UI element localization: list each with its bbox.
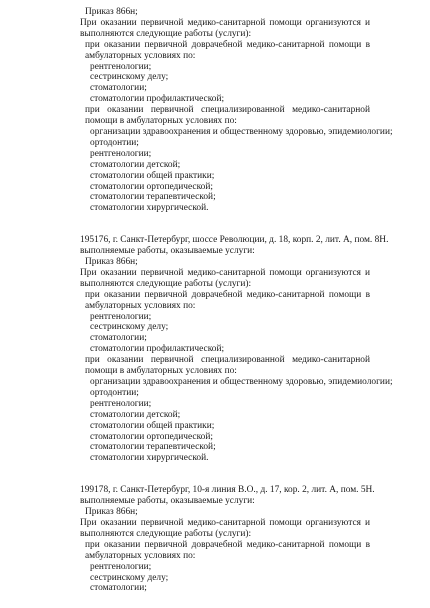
document-line: ортодонтии; [90, 387, 139, 398]
document-line: при оказании первичной специализированной медико-санитарной помощи в амбулаторных условиях по: [85, 355, 370, 377]
block-address: 195176, г. Санкт-Петербург, шоссе Революции, д. 18, корп. 2, лит. А, пом. 8Н. [80, 235, 389, 246]
block-gap [80, 214, 370, 235]
document-line: при оказании первичной доврачебной медико-санитарной помощи в амбулаторных условиях по: [85, 539, 370, 561]
document-page [80, 7, 393, 594]
service-block [80, 235, 393, 464]
document-line: стоматологии терапевтической; [90, 442, 216, 453]
document-line: выполняемые работы, оказываемые услуги: [80, 496, 255, 507]
document-line: При оказании первичной медико-санитарной помощи организуются и выполняются следующие работы (услуги): [80, 267, 370, 289]
service-block [80, 7, 393, 214]
document-line: стоматологии профилактической; [90, 94, 225, 105]
document-line: стоматологии; [90, 333, 147, 344]
document-line: стоматологии хирургической. [90, 203, 209, 214]
document-line: сестринскому делу; [90, 72, 169, 83]
document-line: стоматологии профилактической; [90, 344, 225, 355]
document-line: стоматологии ортопедической; [90, 431, 213, 442]
block-gap [80, 464, 370, 485]
document-line: рентгенологии; [90, 561, 152, 572]
document-line: стоматологии хирургической. [90, 453, 209, 464]
document-line: сестринскому делу; [90, 322, 169, 333]
document-line: стоматологии общей практики; [90, 420, 215, 431]
document-line: сестринскому делу; [90, 572, 169, 583]
document-line: стоматологии общей практики; [90, 170, 215, 181]
document-line: ортодонтии; [90, 137, 139, 148]
document-line: рентгенологии; [90, 61, 152, 72]
document-line: стоматологии детской; [90, 159, 181, 170]
document-line: рентгенологии; [90, 148, 152, 159]
document-line: стоматологии ортопедической; [90, 181, 213, 192]
document-line: При оказании первичной медико-санитарной помощи организуются и выполняются следующие работы (услуги): [80, 17, 370, 39]
document-line: стоматологии; [90, 83, 147, 94]
document-line: выполняемые работы, оказываемые услуги: [80, 246, 255, 257]
document-line: стоматологии; [90, 583, 147, 594]
document-line: стоматологии терапевтической; [90, 192, 216, 203]
document-line: Приказ 866н; [85, 7, 138, 17]
document-line: Приказ 866н; [85, 507, 138, 518]
document-line: организации здравоохранения и общественному здоровью, эпидемиологии; [90, 377, 393, 387]
block-address: 199178, г. Санкт-Петербург, 10-я линия В.О., д. 17, кор. 2, лит. А, пом. 5Н. [80, 485, 375, 496]
document-line: При оказании первичной медико-санитарной помощи организуются и выполняются следующие работы (услуги): [80, 517, 370, 539]
document-line: стоматологии детской; [90, 409, 181, 420]
document-line: при оказании первичной доврачебной медико-санитарной помощи в амбулаторных условиях по: [85, 39, 370, 61]
document-line: рентгенологии; [90, 398, 152, 409]
document-line: Приказ 866н; [85, 257, 138, 268]
document-line: рентгенологии; [90, 311, 152, 322]
document-line: организации здравоохранения и общественному здоровью, эпидемиологии; [90, 126, 393, 137]
service-block [80, 485, 375, 594]
document-line: при оказании первичной специализированной медико-санитарной помощи в амбулаторных условиях по: [85, 105, 370, 127]
document-line: при оказании первичной доврачебной медико-санитарной помощи в амбулаторных условиях по: [85, 289, 370, 311]
